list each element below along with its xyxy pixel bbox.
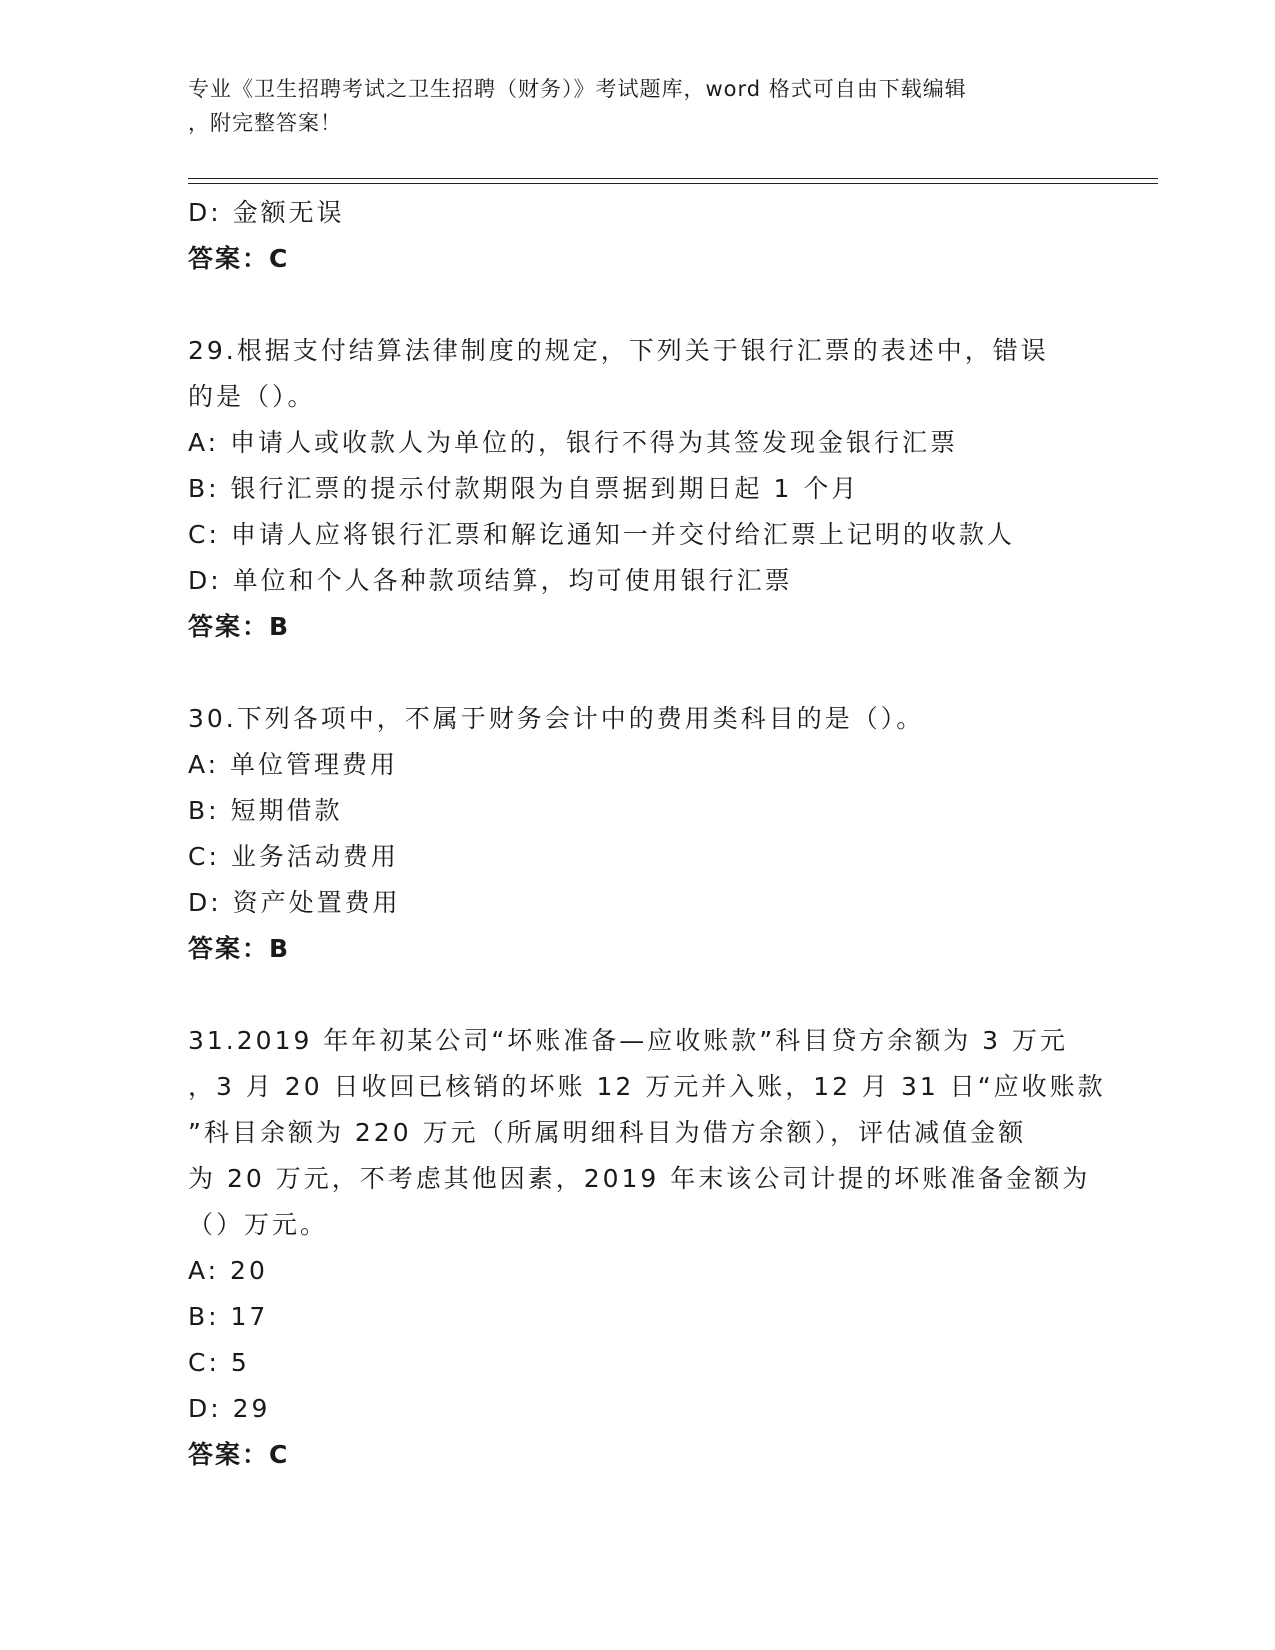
header-divider-bottom: [188, 183, 1158, 184]
option-b: B: 银行汇票的提示付款期限为自票据到期日起 1 个月: [188, 474, 860, 503]
question-text-line: （）万元。: [188, 1210, 329, 1239]
question-31: [188, 1018, 1106, 1478]
question-text-line: 30.下列各项中，不属于财务会计中的费用类科目的是（）。: [188, 704, 925, 733]
prev-option-d: D: 金额无误: [188, 198, 345, 227]
option-b: B: 短期借款: [188, 796, 343, 825]
document-header: [188, 72, 1088, 140]
answer: 答案：C: [188, 1440, 290, 1469]
question-text-line: 为 20 万元，不考虑其他因素，2019 年末该公司计提的坏账准备金额为: [188, 1164, 1091, 1193]
header-divider-top: [188, 178, 1158, 179]
option-d: D: 29: [188, 1394, 271, 1423]
option-d: D: 单位和个人各种款项结算，均可使用银行汇票: [188, 566, 793, 595]
spacer: [188, 972, 1088, 1018]
question-text-line: 31.2019 年年初某公司“坏账准备—应收账款”科目贷方余额为 3 万元: [188, 1026, 1069, 1055]
header-line-1: 专业《卫生招聘考试之卫生招聘（财务）》考试题库，word 格式可自由下载编辑: [188, 77, 967, 101]
question-text-line: 29.根据支付结算法律制度的规定，下列关于银行汇票的表述中，错误: [188, 336, 1049, 365]
question-text-line: 的是（）。: [188, 382, 316, 411]
spacer: [188, 650, 1088, 696]
option-a: A: 申请人或收款人为单位的，银行不得为其签发现金银行汇票: [188, 428, 959, 457]
option-b: B: 17: [188, 1302, 269, 1331]
question-30: [188, 696, 1088, 972]
option-a: A: 20: [188, 1256, 268, 1285]
option-d: D: 资产处置费用: [188, 888, 401, 917]
header-line-2: ，附完整答案！: [188, 111, 342, 135]
spacer: [188, 282, 1088, 328]
answer: 答案：B: [188, 612, 291, 641]
question-text-line: ”科目余额为 220 万元（所属明细科目为借方余额），评估减值金额: [188, 1118, 1027, 1147]
option-a: A: 单位管理费用: [188, 750, 399, 779]
question-29: [188, 328, 1088, 650]
question-content: [188, 190, 1106, 1478]
option-c: C: 5: [188, 1348, 250, 1377]
prev-answer: 答案：C: [188, 244, 290, 273]
option-c: C: 业务活动费用: [188, 842, 399, 871]
question-text-line: ，3 月 20 日收回已核销的坏账 12 万元并入账，12 月 31 日“应收账款: [188, 1072, 1106, 1101]
answer: 答案：B: [188, 934, 291, 963]
option-c: C: 申请人应将银行汇票和解讫通知一并交付给汇票上记明的收款人: [188, 520, 1015, 549]
